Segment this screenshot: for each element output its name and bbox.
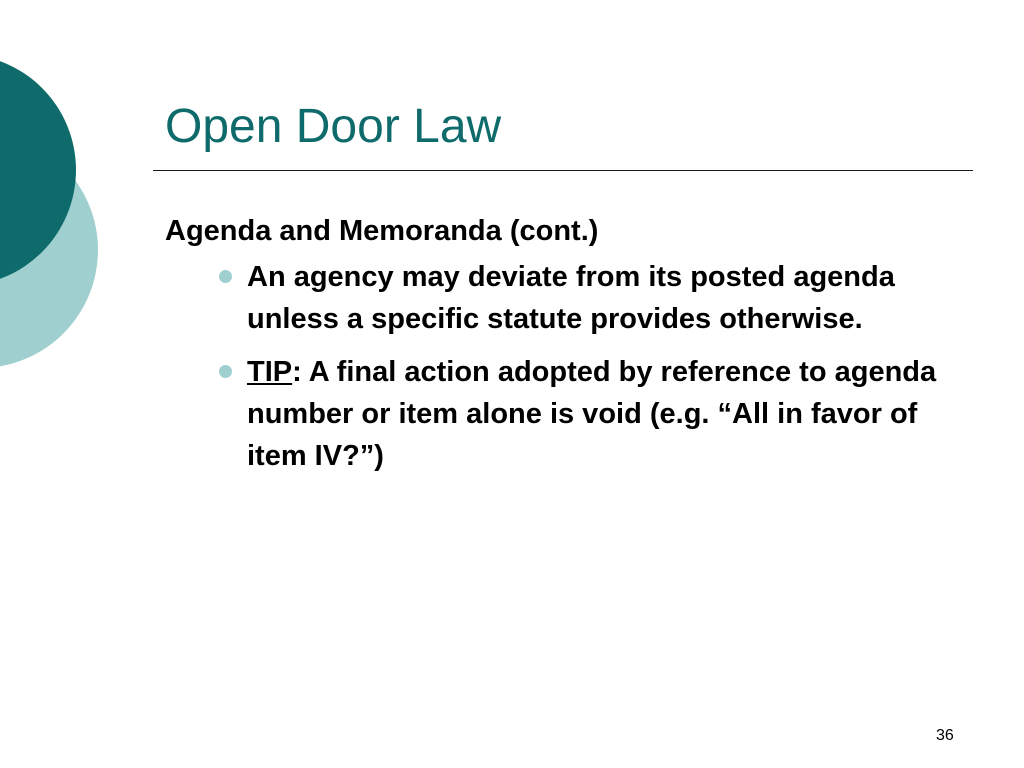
slide-title: Open Door Law (165, 100, 502, 153)
bullet-icon (219, 270, 232, 283)
bullet-item (165, 256, 967, 340)
bullet-text: : A final action adopted by reference to agenda number or item alone is void (e.g. “All in favor of item IV?”) (247, 356, 937, 473)
slide-body (165, 210, 965, 488)
bullet-list (165, 256, 965, 477)
bullet-icon (219, 365, 232, 378)
bullet-item (165, 351, 967, 477)
title-divider (153, 170, 973, 171)
decorative-circles (0, 0, 120, 420)
tip-label: TIP (247, 356, 293, 389)
section-heading: Agenda and Memoranda (cont.) (165, 215, 599, 247)
slide-number: 36 (936, 727, 954, 744)
bullet-text: An agency may deviate from its posted agenda unless a specific statute provides otherwise. (247, 261, 895, 336)
